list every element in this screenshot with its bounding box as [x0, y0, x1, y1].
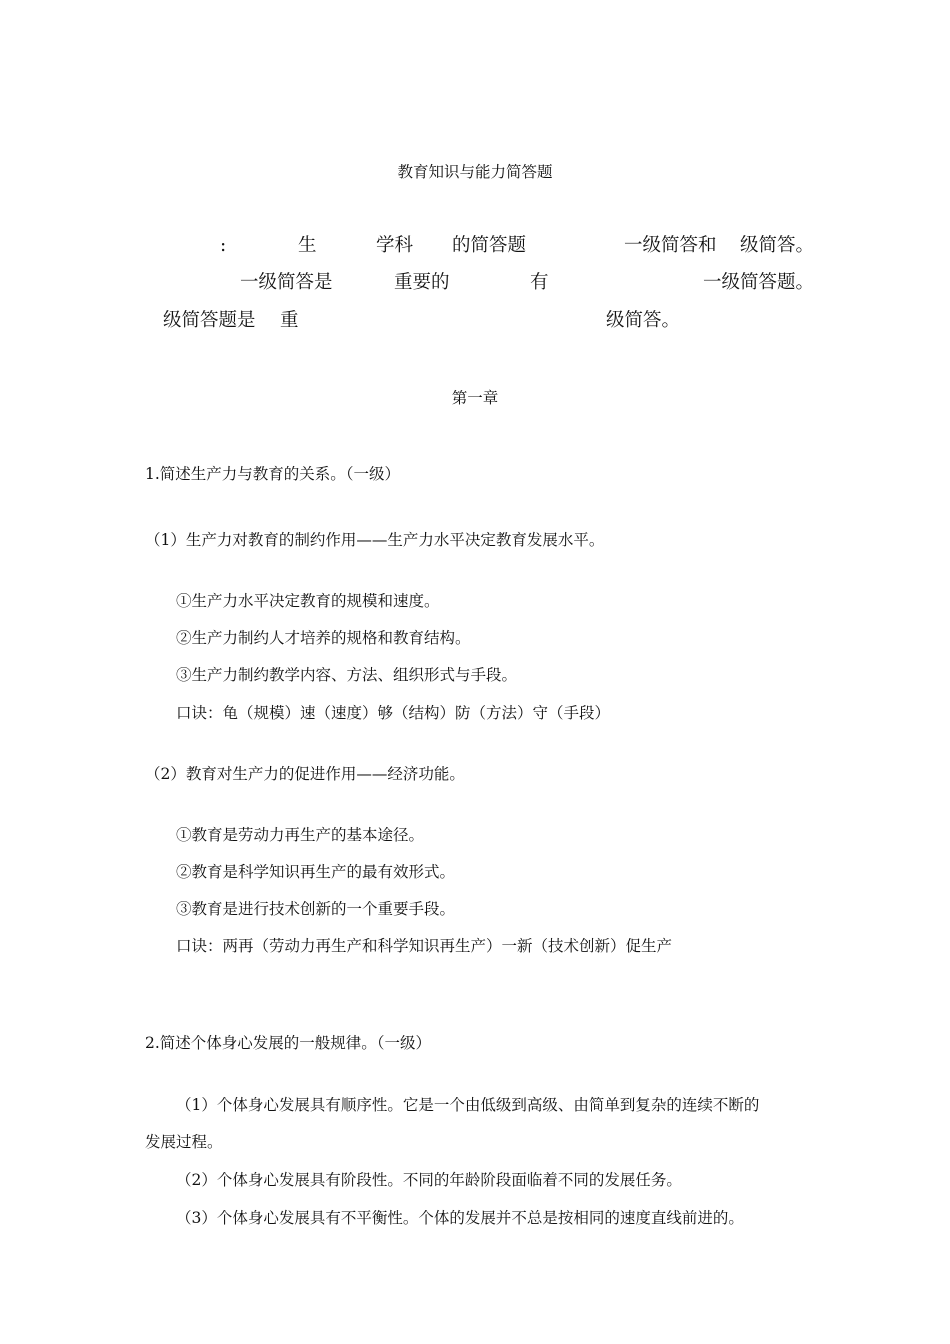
intro-fragment: 学科 [376, 235, 414, 256]
intro-fragment: 有 [530, 272, 549, 293]
intro-fragment: 一级简答是 [240, 272, 333, 293]
list-item: ③教育是进行技术创新的一个重要手段。 [176, 900, 456, 918]
intro-fragment: 重要的 [394, 272, 450, 293]
intro-fragment: 级简答。 [740, 235, 815, 256]
list-item: ①教育是劳动力再生产的基本途径。 [176, 826, 425, 844]
paragraph-line: （3）个体身心发展具有不平衡性。个体的发展并不总是按相同的速度直线前进的。 [176, 1209, 744, 1227]
paragraph-line: （2）个体身心发展具有阶段性。不同的年龄阶段面临着不同的发展任务。 [176, 1171, 682, 1189]
question-heading: 2.简述个体身心发展的一般规律。（一级） [145, 1034, 432, 1052]
list-item: ①生产力水平决定教育的规模和速度。 [176, 592, 440, 610]
chapter-heading: 第一章 [451, 389, 499, 407]
list-item: ②生产力制约人才培养的规格和教育结构。 [176, 629, 471, 647]
intro-fragment: 生 [298, 235, 317, 256]
question-heading: 1.简述生产力与教育的关系。（一级） [145, 465, 401, 483]
document-title: 教育知识与能力简答题 [397, 163, 553, 181]
intro-fragment: 一级简答题。 [703, 272, 815, 293]
intro-fragment: 的简答题 [452, 235, 527, 256]
paragraph-line: （1）个体身心发展具有顺序性。它是一个由低级到高级、由简单到复杂的连续不断的 [176, 1096, 760, 1114]
intro-fragment: 一级简答和 [624, 235, 717, 256]
list-item: ③生产力制约教学内容、方法、组织形式与手段。 [176, 666, 518, 684]
mnemonic-line: 口诀：两再（劳动力再生产和科学知识再生产）一新（技术创新）促生产 [176, 937, 673, 955]
intro-fragment: 重 [280, 310, 299, 331]
intro-fragment: 级简答题是 [163, 310, 256, 331]
mnemonic-line: 口诀：龟（规模）速（速度）够（结构）防（方法）守（手段） [176, 704, 611, 722]
section-heading: （1）生产力对教育的制约作用——生产力水平决定教育发展水平。 [145, 531, 605, 549]
intro-fragment: : [220, 235, 227, 256]
list-item: ②教育是科学知识再生产的最有效形式。 [176, 863, 456, 881]
section-heading: （2）教育对生产力的促进作用——经济功能。 [145, 765, 465, 783]
intro-fragment: 级简答。 [606, 310, 681, 331]
paragraph-line: 发展过程。 [145, 1133, 223, 1151]
